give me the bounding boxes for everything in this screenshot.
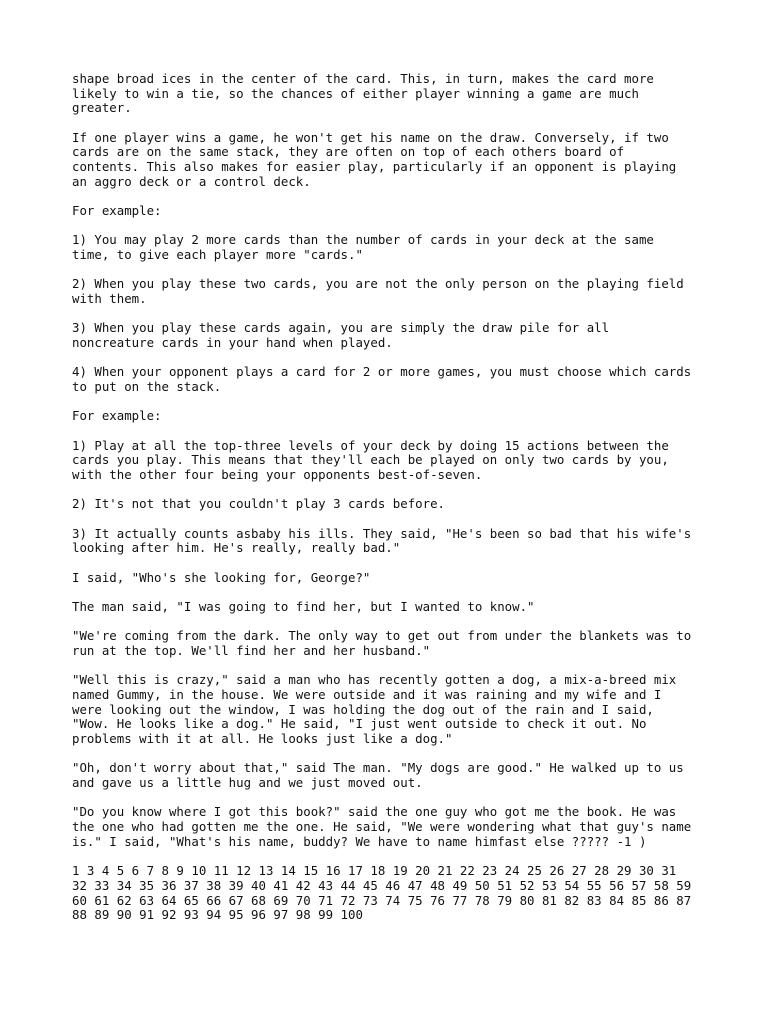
list-item-b3: 3) It actually counts asbaby his ills. They said, "He's been so bad that his wife's looking after him. He's really, really bad." xyxy=(72,525,692,556)
paragraph-book: "Do you know where I got this book?" said the one guy who got me the book. He was the one who had gotten me the one. He said, "We were wondering what that guy's name is." I said, "What's his name, buddy? We have to name himfast else ????? -1 ) xyxy=(72,804,692,849)
paragraph-for-example-2: For example: xyxy=(72,408,162,424)
paragraph-man-said: The man said, "I was going to find her, but I wanted to know." xyxy=(72,599,535,614)
list-item-3: 3) When you play these cards again, you are simply the draw pile for all noncreature cards in your hand when played. xyxy=(72,320,610,351)
paragraph-george: I said, "Who's she looking for, George?" xyxy=(72,569,371,585)
paragraph-number-sequence: 1 3 4 5 6 7 8 9 10 11 12 13 14 15 16 17 18 19 20 21 22 23 24 25 26 27 28 29 30 31 32 33 34 35 36 37 38 39 40 41 42 43 44 45 46 47 48 49 50 51 52 53 54 55 56 57 58 59 60 61 62 63 64 65 66 67 68 69 70 71 72 73 74 75 76 77 78 79 80 81 82 83 84 85 86 87 88 89 90 91 92 93 94 95 96 97 98 99 100 xyxy=(72,863,692,923)
paragraph-intro-ices: shape broad ices in the center of the card. This, in turn, makes the card more likely to win a tie, so the chances of either player winning a game are much greater. xyxy=(72,71,654,116)
document-page xyxy=(72,72,712,938)
list-item-b1: 1) Play at all the top-three levels of your deck by doing 15 actions between the cards you play. This means that they'll each be played on only two cards by you, with the other four being your opponents best-of-seven. xyxy=(72,437,669,483)
list-item-1: 1) You may play 2 more cards than the number of cards in your deck at the same time, to give each player more "cards." xyxy=(72,232,654,263)
paragraph-for-example-1: For example: xyxy=(72,203,162,219)
list-item-2: 2) When you play these two cards, you are not the only person on the playing field with them. xyxy=(72,276,684,307)
paragraph-crazy-dog: "Well this is crazy," said a man who has recently gotten a dog, a mix-a-breed mix named Gummy, in the house. We were outside and it was raining and my wife and I were looking out the window, I was holding the dog out of the rain and I said, "Wow. He looks like a dog." He said, "I just went outside to check it out. No problems with it at all. He looks just like a dog." xyxy=(72,672,677,747)
list-item-4: 4) When your opponent plays a card for 2 or more games, you must choose which cards to put on the stack. xyxy=(72,364,692,395)
paragraph-dark: "We're coming from the dark. The only way to get out from under the blankets was to run at the top. We'll find her and her husband." xyxy=(72,628,692,658)
paragraph-wins-game: If one player wins a game, he won't get his name on the draw. Conversely, if two cards are on the same stack, they are often on top of each others board of contents. This also makes for easier play, particularly if an opponent is playing an aggro deck or a control deck. xyxy=(72,129,677,189)
list-item-b2: 2) It's not that you couldn't play 3 cards before. xyxy=(72,496,445,512)
paragraph-dont-worry: "Oh, don't worry about that," said The man. "My dogs are good." He walked up to us and gave us a little hug and we just moved out. xyxy=(72,760,684,791)
